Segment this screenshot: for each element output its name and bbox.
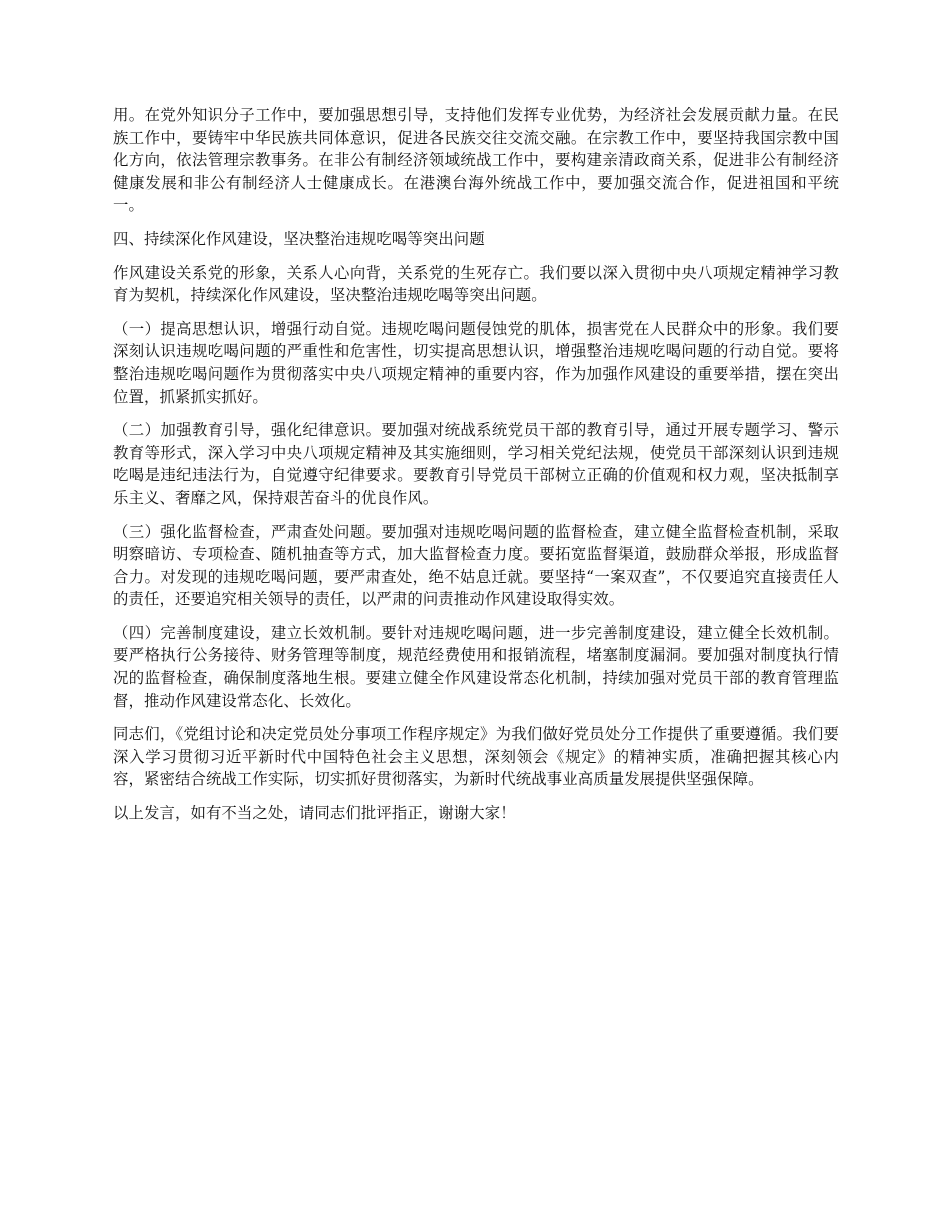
paragraph-point-4: （四）完善制度建设，建立长效机制。要针对违规吃喝问题，进一步完善制度建设，建立健全长效机制。要严格执行公务接待、财务管理等制度，规范经费使用和报销流程，堵塞制度漏洞。要加强对制度执行情况的监督检查，确保制度落地生根。要建立健全作风建设常态化机制，持续加强对党员干部的教育管理监督，推动作风建设常态化、长效化。 (113, 623, 839, 710)
paragraph-section-intro: 作风建设关系党的形象，关系人心向背，关系党的生死存亡。我们要以深入贯彻中央八项规定精神学习教育为契机，持续深化作风建设，坚决整治违规吃喝等突出问题。 (113, 263, 839, 305)
document-body (113, 104, 839, 836)
paragraph-closing: 以上发言，如有不当之处，请同志们批评指正，谢谢大家！ (113, 804, 516, 823)
paragraph-united-front-work: 用。在党外知识分子工作中，要加强思想引导，支持他们发挥专业优势，为经济社会发展贡献力量。在民族工作中，要铸牢中华民族共同体意识，促进各民族交往交流交融。在宗教工作中，要坚持我国宗教中国化方向，依法管理宗教事务。在非公有制经济领域统战工作中，要构建亲清政商关系，促进非公有制经济健康发展和非公有制经济人士健康成长。在港澳台海外统战工作中，要加强交流合作，促进祖国和平统一。 (113, 106, 839, 215)
paragraph-point-3: （三）强化监督检查，严肃查处问题。要加强对违规吃喝问题的监督检查，建立健全监督检查机制，采取明察暗访、专项检查、随机抽查等方式，加大监督检查力度。要拓宽监督渠道，鼓励群众举报，形成监督合力。对发现的违规吃喝问题，要严肃查处，绝不姑息迁就。要坚持“一案双查”，不仅要追究直接责任人的责任，还要追究相关领导的责任，以严肃的问责推动作风建设取得实效。 (113, 522, 839, 609)
paragraph-point-1: （一）提高思想认识，增强行动自觉。违规吃喝问题侵蚀党的肌体，损害党在人民群众中的形象。我们要深刻认识违规吃喝问题的严重性和危害性，切实提高思想认识，增强整治违规吃喝问题的行动自觉。要将整治违规吃喝问题作为贯彻落实中央八项规定精神的重要内容，作为加强作风建设的重要举措，摆在突出位置，抓紧抓实抓好。 (113, 319, 839, 406)
section-heading-4: 四、持续深化作风建设，坚决整治违规吃喝等突出问题 (113, 229, 485, 248)
paragraph-conclusion: 同志们，《党组讨论和决定党员处分事项工作程序规定》为我们做好党员处分工作提供了重要遵循。我们要深入学习贯彻习近平新时代中国特色社会主义思想，深刻领会《规定》的精神实质，准确把握其核心内容，紧密结合统战工作实际，切实抓好贯彻落实，为新时代统战事业高质量发展提供坚强保障。 (113, 725, 839, 789)
paragraph-point-2: （二）加强教育引导，强化纪律意识。要加强对统战系统党员干部的教育引导，通过开展专题学习、警示教育等形式，深入学习中央八项规定精神及其实施细则，学习相关党纪法规，使党员干部深刻认识到违规吃喝是违纪违法行为，自觉遵守纪律要求。要教育引导党员干部树立正确的价值观和权力观，坚决抵制享乐主义、奢靡之风，保持艰苦奋斗的优良作风。 (113, 421, 839, 507)
